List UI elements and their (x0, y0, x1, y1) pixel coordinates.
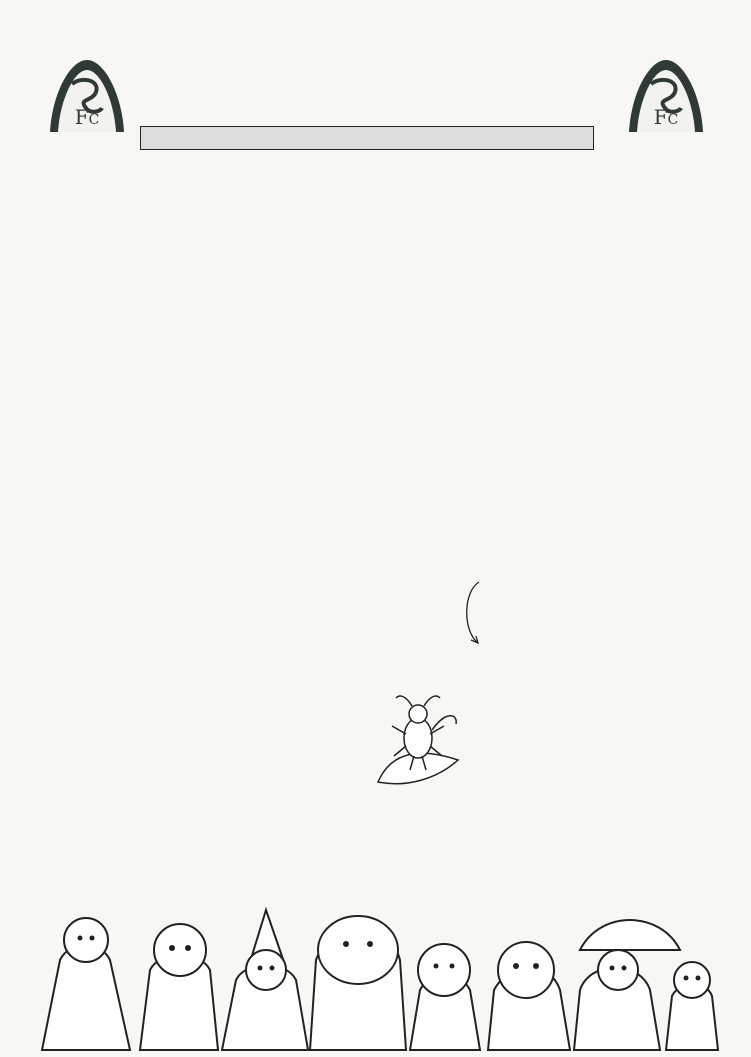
curved-arrow-icon (457, 578, 483, 648)
logo-text-right: FC (653, 105, 679, 129)
interval-column (272, 428, 472, 444)
bug-illustration (372, 690, 464, 790)
cartoon-cast-strip (40, 900, 720, 1052)
logo-text-left: FC (74, 105, 100, 129)
